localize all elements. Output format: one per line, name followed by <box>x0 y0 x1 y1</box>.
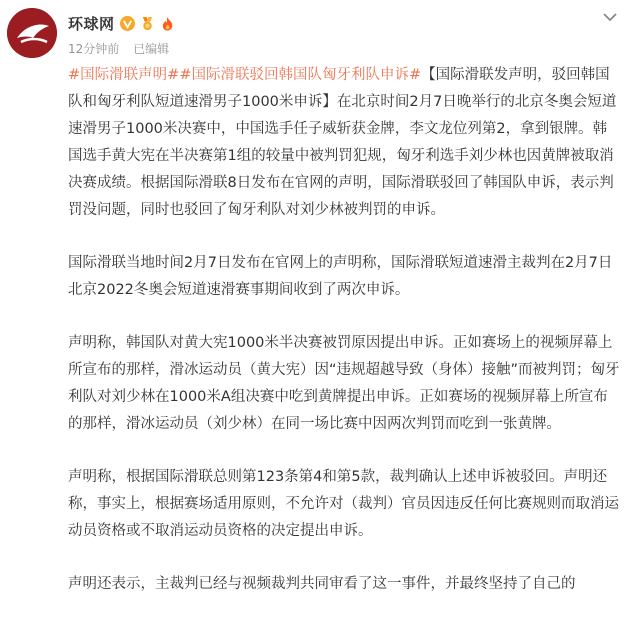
chevron-down-icon[interactable] <box>601 10 619 24</box>
medal-icon <box>140 16 155 31</box>
post-body <box>68 62 620 624</box>
fire-icon <box>160 16 175 31</box>
avatar[interactable] <box>7 8 57 58</box>
lead-paragraph <box>68 62 620 224</box>
topic-link[interactable]: #国际滑联声明# <box>68 67 180 83</box>
post-time[interactable]: 12分钟前 <box>68 42 120 56</box>
post-meta <box>68 40 169 57</box>
body-paragraph: 声明还表示，主裁判已经与视频裁判共同审看了这一事件，并最终坚持了自己的 <box>68 576 576 592</box>
topic-link[interactable]: #国际滑联驳回韩国队匈牙利队申诉# <box>179 67 422 83</box>
body-paragraph: 声明称，根据国际滑联总则第123条第4和第5款，裁判确认上述申诉被驳回。声明还称，事实上，根据赛场适用原则，不允许对（裁判）官员因违反任何比赛规则而取消运动员资格或不取消运动员资格的决定提出申诉。 <box>68 469 619 539</box>
author-row <box>68 12 175 34</box>
verified-v-icon <box>120 16 135 31</box>
body-paragraph: 声明称，韩国队对黄大宪1000米半决赛被罚原因提出申诉。正如赛场上的视频屏幕上所宣布的那样，滑冰运动员（黄大宪）因“违规超越导致（身体）接触”而被判罚；匈牙利队对刘少林在1000米A组决赛中吃到黄牌提出申诉。正如赛场的视频屏幕上所宣布的那样，滑冰运动员（刘少林）在同一场比赛中因两次判罚而吃到一张黄牌。 <box>68 335 620 432</box>
edited-label: 已编辑 <box>133 42 170 56</box>
post-header <box>0 0 639 62</box>
lead-text: 【国际滑联发声明，驳回韩国队和匈牙利队短道速滑男子1000米申诉】在北京时间2月7日晚举行的北京冬奥会短道速滑男子1000米决赛中，中国选手任子威斩获金牌，李文龙位列第2，拿到银牌。韩国选手黄大宪在半决赛第1组的较量中被判罚犯规，匈牙利选手刘少林也因黄牌被取消决赛成绩。根据国际滑联8日发布在官网的声明，国际滑联驳回了韩国队申诉，表示判罚没问题，同时也驳回了匈牙利队对刘少林被判罚的申诉。 <box>68 67 617 218</box>
body-paragraph: 国际滑联当地时间2月7日发布在官网上的声明称，国际滑联短道速滑主裁判在2月7日北京2022冬奥会短道速滑赛事期间收到了两次申诉。 <box>68 255 613 298</box>
globe-logo-icon <box>7 8 57 58</box>
author-name[interactable]: 环球网 <box>68 14 115 33</box>
